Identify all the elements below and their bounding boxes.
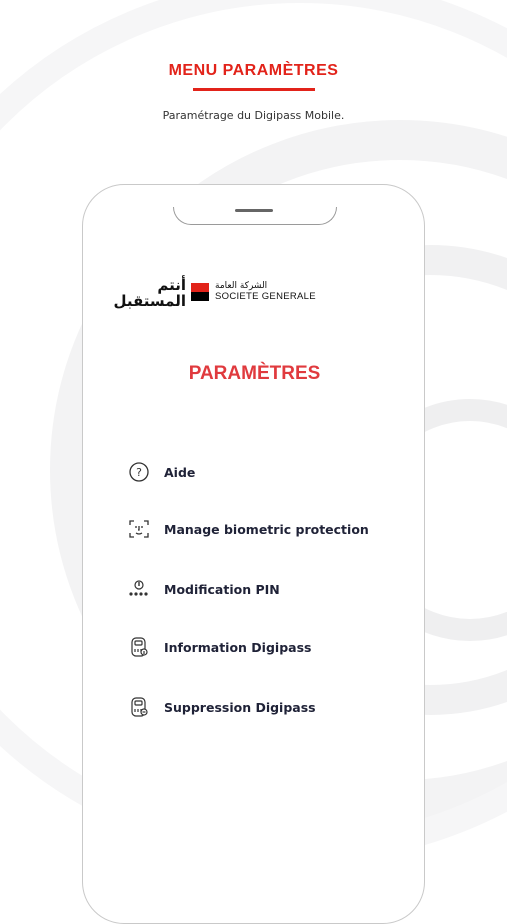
menu-item-info-digipass[interactable]: [127, 632, 407, 662]
title-underline: [193, 88, 315, 91]
menu-item-pin[interactable]: [127, 574, 407, 604]
sg-logo-mark: [191, 283, 209, 301]
menu-item-biometric[interactable]: [127, 514, 407, 544]
svg-text:?: ?: [136, 466, 142, 479]
phone-speaker: [235, 209, 273, 212]
phone-frame: [82, 184, 425, 924]
menu-item-delete-digipass[interactable]: [127, 692, 407, 722]
menu-item-label: Manage biometric protection: [164, 521, 369, 537]
page-header: [0, 62, 507, 122]
logo-arabic-bank: الشركة العامة: [215, 281, 268, 291]
help-icon: [127, 460, 151, 484]
digipass-info-icon: [127, 635, 151, 659]
face-id-icon: [127, 517, 151, 541]
bank-logo: [111, 276, 316, 311]
digipass-delete-icon: [127, 695, 151, 719]
menu-item-label: Modification PIN: [164, 581, 280, 597]
page-title: MENU PARAMÈTRES: [168, 62, 339, 79]
menu-item-label: Suppression Digipass: [164, 699, 316, 715]
menu-item-aide[interactable]: [127, 457, 407, 487]
screen-title: PARAMÈTRES: [188, 363, 321, 384]
menu-item-label: Information Digipass: [164, 639, 312, 655]
logo-bank-name: SOCIETE GENERALE: [215, 291, 316, 302]
menu-item-label: Aide: [164, 464, 196, 480]
page-subtitle: Paramétrage du Digipass Mobile.: [162, 109, 345, 122]
pin-icon: [127, 577, 151, 601]
logo-arabic-slogan: أنتم المستقبل: [113, 276, 186, 310]
